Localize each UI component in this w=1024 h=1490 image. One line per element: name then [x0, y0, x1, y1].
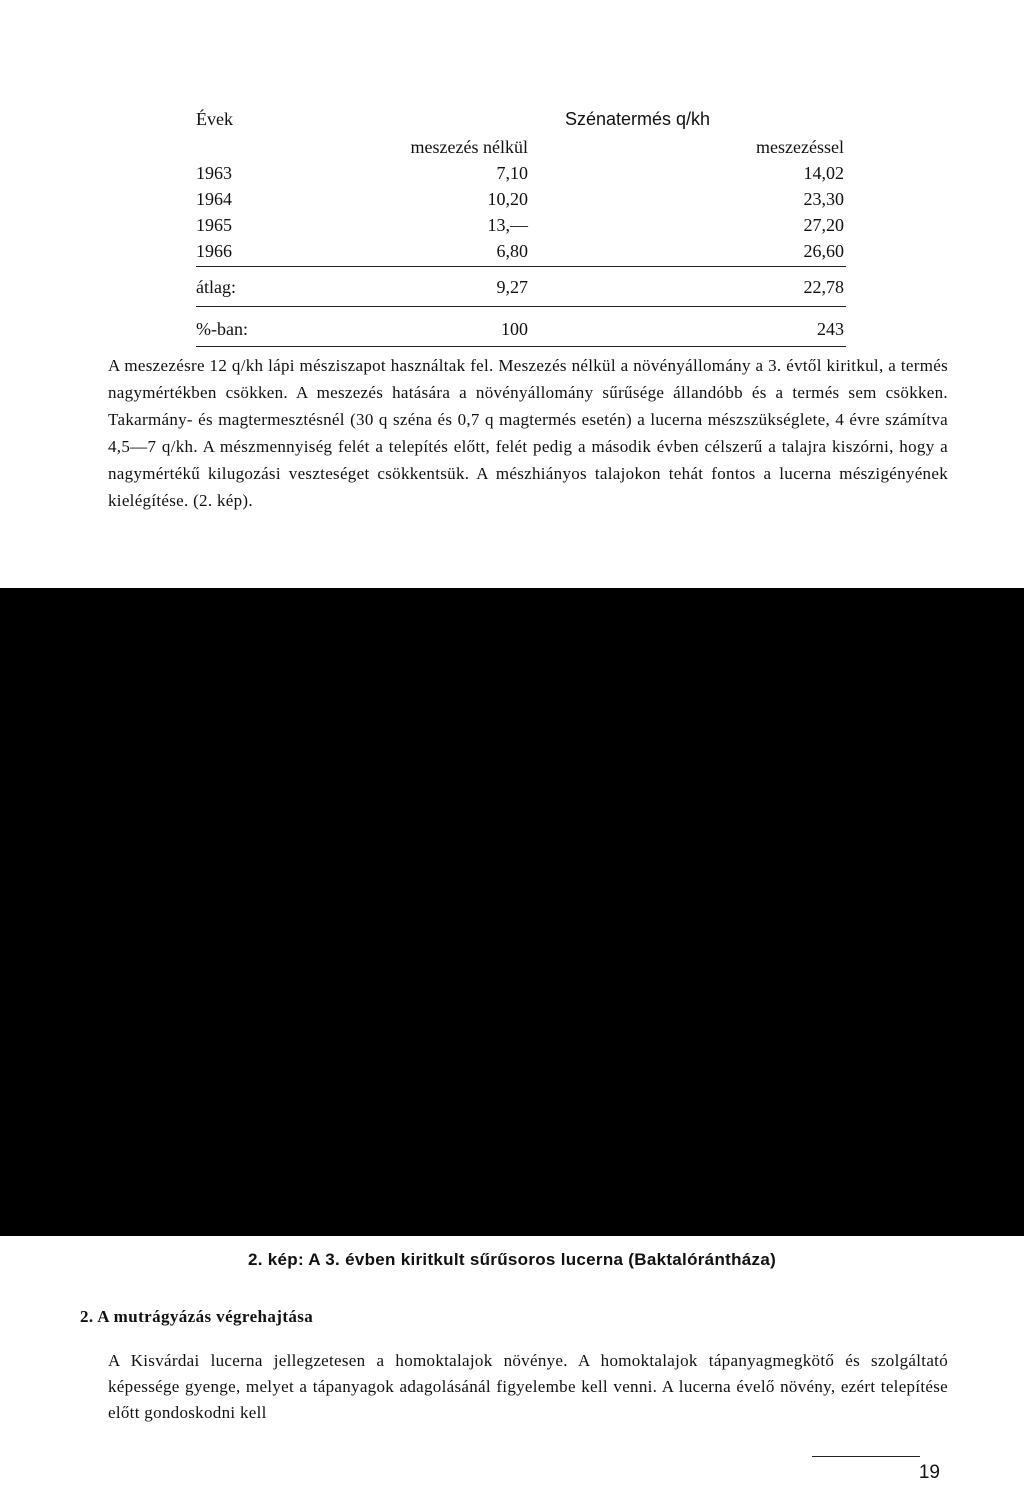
row-year: 1964	[196, 189, 232, 209]
row-year: 1965	[196, 215, 232, 235]
row-with: 27,20	[803, 215, 844, 235]
row-without: 10,20	[487, 189, 528, 209]
table-rule	[196, 346, 846, 347]
row-with: 14,02	[803, 163, 844, 183]
years-header: Évek	[196, 109, 233, 129]
hay-yield-header: Szénatermés q/kh	[565, 109, 711, 129]
percent-with: 243	[817, 319, 844, 339]
average-with: 22,78	[803, 277, 844, 297]
photo-lucerne-field	[0, 588, 1024, 1236]
table-rule	[196, 306, 846, 307]
row-without: 7,10	[496, 163, 528, 183]
row-without: 13,—	[487, 215, 528, 235]
row-year: 1966	[196, 241, 232, 261]
page-number: 19	[918, 1462, 940, 1483]
percent-without: 100	[501, 319, 528, 339]
with-lime-header: meszezéssel	[756, 137, 844, 157]
row-without: 6,80	[496, 241, 528, 261]
body-paragraph: A Kisvárdai lucerna jellegzetesen a homoktalajok növénye. A homoktalajok tápanyagmegkötő és szolgáltató képessége gyenge, melyet a tápanyagok adagolásánál figyelembe kell venni. A lucerna évelő növény, ezért telepítése előtt gondoskodni kell	[108, 1351, 948, 1422]
row-year: 1963	[196, 163, 232, 183]
percent-label: %-ban:	[196, 319, 248, 339]
without-lime-header: meszezés nélkül	[410, 137, 528, 157]
average-label: átlag:	[196, 277, 236, 297]
row-with: 26,60	[803, 241, 844, 261]
body-paragraph: A meszezésre 12 q/kh lápi mésziszapot használtak fel. Meszezés nélkül a növényállomány a 3. évtől kiritkul, a termés nagymértékben csökken. A meszezés hatására a növényállomány sűrűsége állandóbb és a termés sem csökken. Takarmány- és magtermesztésnél (30 q széna és 0,7 q magtermés esetén) a lucerna mészszükséglete, 4 évre számítva 4,5—7 q/kh. A mészmennyiség felét a telepítés előtt, felét pedig a második évben célszerű a talajra kiszórni, hogy a nagymértékű kilugozási veszteséget csökkentsük. A mészhiányos talajokon tehát fontos a lucerna mészigényének kielégítése. (2. kép).	[108, 356, 948, 510]
photo-caption: 2. kép: A 3. évben kiritkult sűrűsoros lucerna (Baktalórántháza)	[247, 1250, 777, 1269]
section-heading: 2. A mutrágyázás végrehajtása	[80, 1307, 314, 1326]
row-with: 23,30	[803, 189, 844, 209]
footer-rule	[812, 1456, 920, 1457]
average-without: 9,27	[496, 277, 528, 297]
table-rule	[196, 266, 846, 267]
